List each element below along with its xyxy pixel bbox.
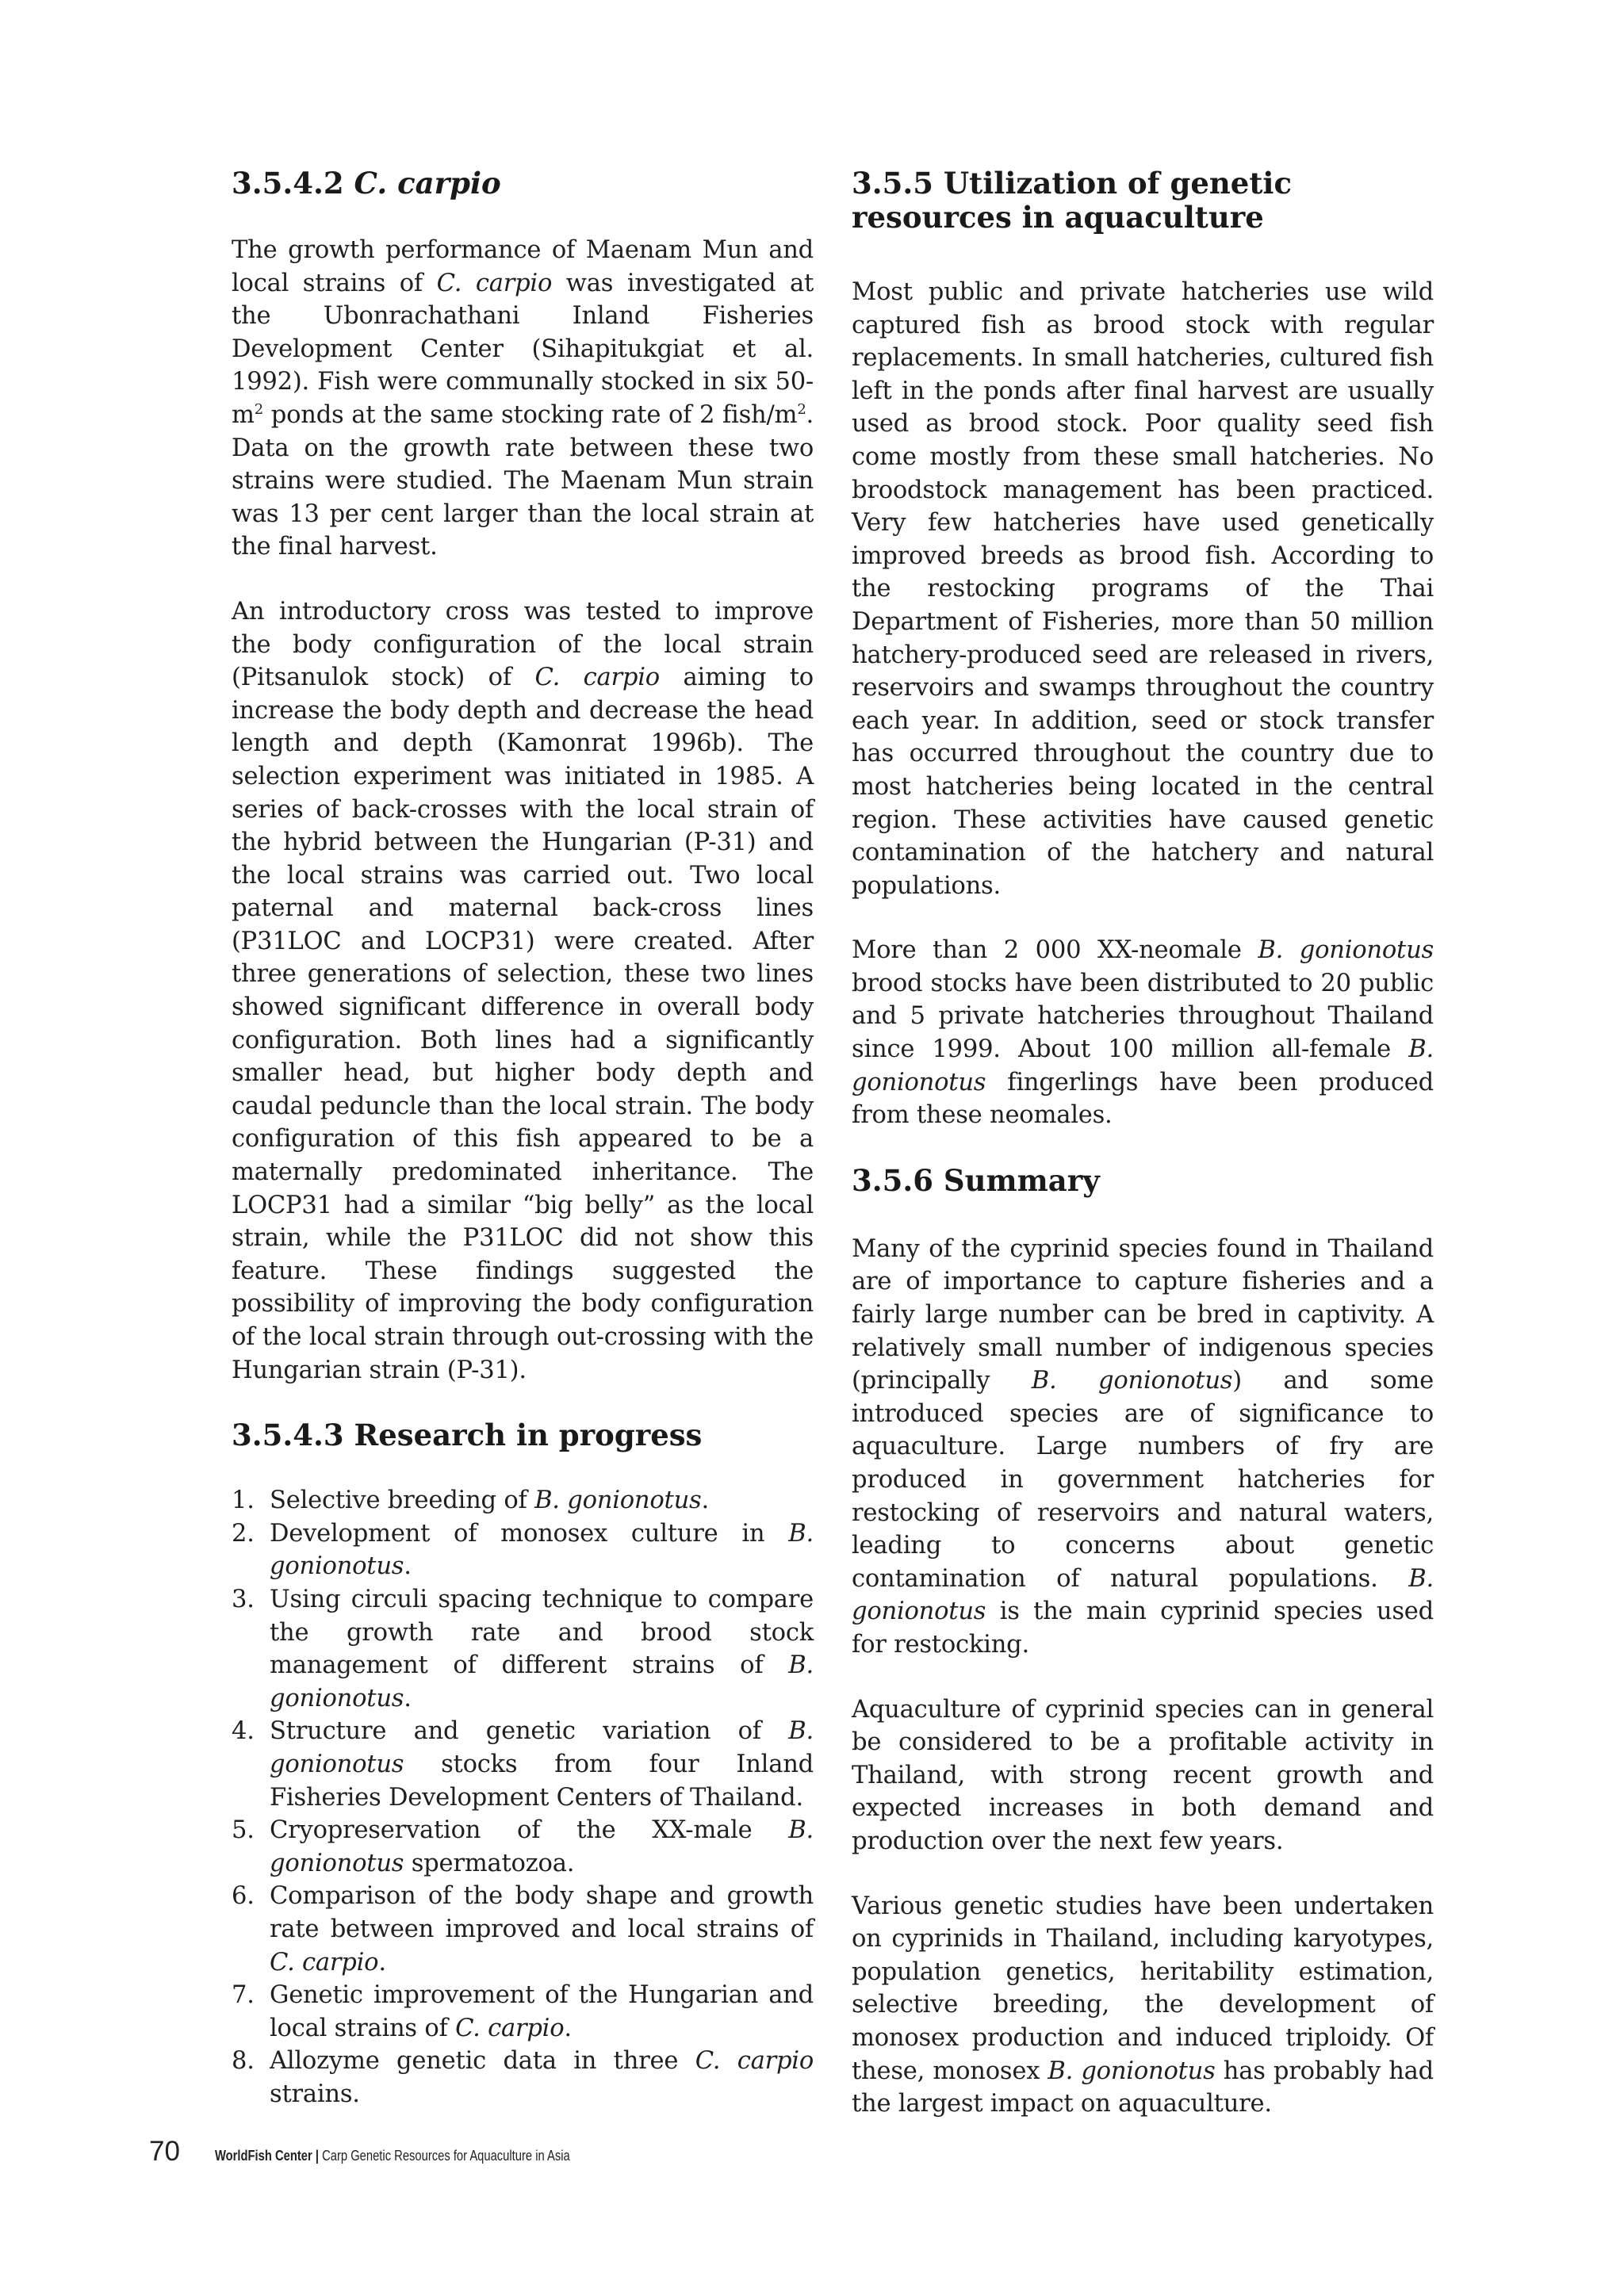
right-column [852, 166, 1434, 2152]
footer-publisher: WorldFish Center [214, 2148, 312, 2164]
list-item-number: 2. [232, 1519, 255, 1548]
footer-book-title: Carp Genetic Resources for Aquaculture in Asia [322, 2148, 570, 2164]
paragraph-summary-aquaculture: Aquaculture of cyprinid species can in general be considered to be a profitable activity in Thailand, with strong recent growth and expected increases in both demand and production over the next few years. [852, 1695, 1434, 1855]
list-item [232, 1979, 814, 2045]
list-item-number: 6. [232, 1882, 255, 1911]
paragraph-summary-genetic: Various genetic studies have been undertaken on cyprinids in Thailand, including karyotypes, population genetics, heritability estimation, selective breeding, the development of monosex production and induced triploidy. Of these, monosex B. gonionotus has probably had the largest impact on aquaculture. [852, 1892, 1434, 2118]
list-item-number: 5. [232, 1816, 255, 1845]
footer-separator: | [315, 2148, 319, 2164]
research-list [232, 1484, 814, 2110]
list-item [232, 1814, 814, 1880]
list-item [232, 1880, 814, 1979]
list-item [232, 1715, 814, 1814]
page-number: 70 [149, 2136, 180, 2167]
list-item-number: 3. [232, 1585, 255, 1613]
heading-utilization: 3.5.5 Utilization of genetic resources in aquaculture [852, 166, 1292, 235]
list-item-number: 4. [232, 1717, 255, 1746]
heading-c-carpio [232, 166, 814, 201]
paragraph-neomale: More than 2 000 XX-neomale B. gonionotus brood stocks have been distributed to 20 public and 5 private hatcheries throughout Thailand since 1999. About 100 million all-female B. gonionotus fingerlings have been produced from these neomales. [852, 936, 1434, 1130]
list-item-number: 1. [232, 1487, 255, 1515]
list-item-number: 8. [232, 2047, 255, 2076]
heading-research-in-progress: 3.5.4.3 Research in progress [232, 1418, 703, 1453]
heading-species: C. carpio [354, 166, 501, 201]
list-item-text: Comparison of the body shape and growth rate between improved and local strains of C. carpio. [270, 1882, 814, 1976]
list-item-text: Allozyme genetic data in three C. carpio strains. [270, 2047, 814, 2108]
page-footer [149, 2136, 648, 2168]
list-item [232, 2045, 814, 2110]
list-item [232, 1517, 814, 1583]
left-column [232, 166, 814, 2110]
heading-summary: 3.5.6 Summary [852, 1162, 1100, 1198]
paragraph-summary-cyprinid: Many of the cyprinid species found in Thailand are of importance to capture fisheries and a fairly large number can be bred in captivity. A relatively small number of indigenous species (principally B. gonionotus) and some introduced species are of significance to aquaculture. Large numbers of fry are produced in government hatcheries for restocking of reservoirs and natural waters, leading to concerns about genetic contamination of natural populations. B. gonionotus is the main cyprinid species used for restocking. [852, 1234, 1434, 1659]
running-footer [215, 2148, 570, 2164]
list-item-text: Selective breeding of B. gonionotus. [270, 1487, 709, 1515]
list-item-text: Structure and genetic variation of B. gonionotus stocks from four Inland Fisheries Development Centers of Thailand. [270, 1717, 814, 1812]
paragraph-hatcheries: Most public and private hatcheries use wild captured fish as brood stock with regular replacements. In small hatcheries, cultured fish left in the ponds after final harvest are usually used as brood stock. Poor quality seed fish come mostly from these small hatcheries. No broodstock management has been practiced. Very few hatcheries have used genetically improved breeds as brood fish. According to the restocking programs of the Thai Department of Fisheries, more than 50 million hatchery-produced seed are released in rivers, reservoirs and swamps throughout the country each year. In addition, seed or stock transfer has occurred throughout the country due to most hatcheries being located in the central region. These activities have caused genetic contamination of the hatchery and natural populations. [852, 278, 1434, 900]
paragraph-growth-performance: The growth performance of Maenam Mun and local strains of C. carpio was investigated at the Ubonrachathani Inland Fisheries Development Center (Sihapitukgiat et al. 1992). Fish were communally stocked in six $50-m^2$ ponds at the same stocking rate of 2 fish/$m^2$. Data on the growth rate between these two strains were studied. The Maenam Mun strain was 13 per cent larger than the local strain at the final harvest. [232, 236, 814, 561]
list-item-number: 7. [232, 1981, 255, 2010]
list-item-text: Genetic improvement of the Hungarian and local strains of C. carpio. [270, 1981, 814, 2042]
list-item [232, 1484, 814, 1517]
list-item-text: Using circuli spacing technique to compare the growth rate and brood stock management of different strains of B. gonionotus. [270, 1585, 814, 1712]
paragraph-introductory-cross: An introductory cross was tested to improve the body configuration of the local strain (Pitsanulok stock) of C. carpio aiming to increase the body depth and decrease the head length and depth (Kamonrat 1996b). The selection experiment was initiated in 1985. A series of back-crosses with the local strain of the hybrid between the Hungarian (P-31) and the local strains was carried out. Two local paternal and maternal back-cross lines (P31LOC and LOCP31) were created. After three generations of selection, these two lines showed significant difference in overall body configuration. Both lines had a significantly smaller head, but higher body depth and caudal peduncle than the local strain. The body configuration of this fish appeared to be a maternally predominated inheritance. The LOCP31 had a similar “big belly” as the local strain, while the P31LOC did not show this feature. These findings suggested the possibility of improving the body configuration of the local strain through out-crossing with the Hungarian strain (P-31). [232, 597, 814, 1384]
heading-number: 3.5.4.2 [232, 166, 344, 201]
list-item [232, 1583, 814, 1715]
list-item-text: Cryopreservation of the XX-male B. gonionotus spermatozoa. [270, 1816, 814, 1877]
list-item-text: Development of monosex culture in B. gonionotus. [270, 1519, 814, 1581]
